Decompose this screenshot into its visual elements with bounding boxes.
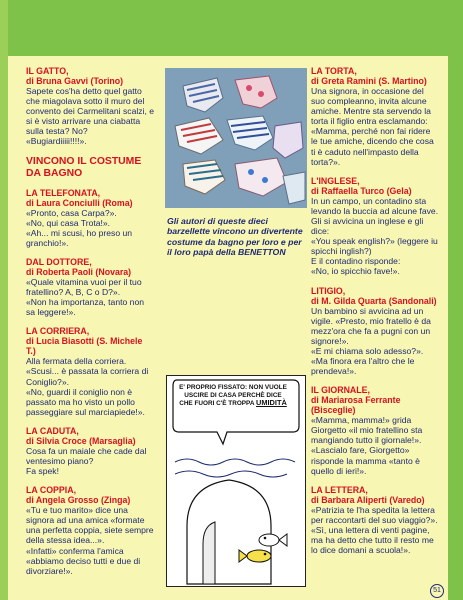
green-frame-top xyxy=(0,0,463,56)
joke-title: IL GIORNALE, xyxy=(311,385,370,396)
joke-body: «Pronto, casa Carpa?». «No, qui casa Trota!». «Ah... mi scusi, ho preso un granchio!». xyxy=(26,207,133,248)
green-frame-right xyxy=(448,0,463,600)
joke-author: di Laura Conciulli (Roma) xyxy=(26,197,133,208)
joke-title: LA TELEFONATA, xyxy=(26,187,101,198)
green-frame-left xyxy=(0,0,8,600)
joke-item xyxy=(311,286,439,377)
joke-item xyxy=(26,188,154,248)
joke-title: LA LETTERA, xyxy=(311,484,368,495)
joke-title: LA CADUTA, xyxy=(26,425,79,436)
joke-item xyxy=(26,485,154,576)
joke-body: Una signora, in occasione del suo compleanno, invita alcune amiche. Mentre sta servendo la torta il figlio entra esclamando: «Mamma, perché non fai ridere le tue amiche, dicendo che cosa ti è caduto nell'impasto della torta?». xyxy=(311,86,434,167)
joke-body: In un campo, un contadino sta levando la buccia ad alcune fave. Gli si avvicina un inglese e gli dice: «You speak english?» (leggere iu spicchi inglish?) E il contadino risponde: «No, io spicchio fave!». xyxy=(311,195,439,277)
page-number: 51 xyxy=(430,584,444,598)
joke-title: LA CORRIERA, xyxy=(26,326,90,337)
joke-title: LITIGIO, xyxy=(311,285,346,296)
joke-author: di Raffaella Turco (Gela) xyxy=(311,185,412,196)
cartoon-speech-bubble xyxy=(179,384,287,408)
left-column xyxy=(26,66,154,585)
joke-item xyxy=(26,66,154,147)
joke-body: Sapete cos'ha detto quel gatto che miagolava sotto il muro del convento dei Carmelitani scalzi, e si è visto arrivare una ciabatta sulla testa? No? «Bugiardiiiii!!!!». xyxy=(26,86,155,147)
joke-author: di Greta Ramini (S. Martino) xyxy=(311,76,427,86)
joke-author: di Barbara Aliperti (Varedo) xyxy=(311,494,425,505)
joke-item xyxy=(311,176,439,277)
joke-title: IL GATTO, xyxy=(26,66,69,76)
joke-body: «Patrizia te l'ha spedita la lettera per raccontarti del suo viaggio?». «Sì, una lettera di venti pagine, ma ha detto che tutto il resto me lo dice domani a scuola!». xyxy=(311,504,438,556)
joke-author: di Bruna Gavvi (Torino) xyxy=(26,76,124,86)
joke-title: DAL DOTTORE, xyxy=(26,256,92,267)
joke-author: di Lucia Biasotti (S. Michele T.) xyxy=(26,336,143,357)
joke-title: L'INGLESE, xyxy=(311,175,360,186)
joke-body: «Quale vitamina vuoi per il tuo fratellino? A, B, C o D?». «Non ha importanza, tanto non sa leggere!». xyxy=(26,276,145,318)
cartoon-panel xyxy=(166,375,306,587)
joke-title: LA COPPIA, xyxy=(26,485,77,496)
joke-body: Cosa fa un maiale che cade dal ventesimo piano? Fa spek! xyxy=(26,445,147,477)
joke-item xyxy=(26,426,154,476)
joke-item xyxy=(26,326,154,417)
joke-body: Un bambino si avvicina ad un vigile. «Presto, mio fratello è da mezz'ora che fa a pugni con un signore!». «E mi chiama solo adesso?». «Ma finora era l'altro che le prendeva!». xyxy=(311,305,431,377)
joke-body: «Tu e tuo marito» dice una signora ad una amica «formate una perfetta coppia, siete sempre della stessa idea...». «Infatti» conferma l'amica «abbiamo deciso tutti e due di divorziare!». xyxy=(26,505,154,576)
speech-emphasis: UMIDITÀ xyxy=(256,398,287,408)
joke-item xyxy=(311,485,439,555)
joke-author: di Mariarosa Ferrante (Bisceglie) xyxy=(311,395,401,416)
photo-caption: Gli autori di queste dieci barzellette vincono un divertente costume da bagno per loro e per il loro papà della BENETTON xyxy=(167,216,303,258)
joke-title: LA TORTA, xyxy=(311,66,357,76)
joke-author: di Angela Grosso (Zinga) xyxy=(26,495,131,506)
joke-item xyxy=(311,385,439,476)
swimsuit-illustration xyxy=(165,68,307,208)
right-column xyxy=(311,66,439,564)
joke-body: Alla fermata della corriera. «Scusi... è passata la corriera di Coniglio?». «No, guardi il coniglio non è passato ma ho visto un pollo passeggiare sul marciapiede!». xyxy=(26,356,149,417)
speech-text: E' PROPRIO FISSATO: NON VUOLE USCIRE DI CASA PERCHÈ DICE CHE FUORI C'È TROPPA xyxy=(179,384,287,408)
joke-author: di M. Gilda Quarta (Sandonali) xyxy=(311,295,437,306)
joke-body: «Mamma, mamma!» grida Giorgetto «il mio fratellino sta mangiando tutto il giornale!». «Lascialo fare, Giorgetto» risponde la mamma «tanto è quello di ieri!». xyxy=(311,415,423,476)
joke-item xyxy=(311,66,439,167)
section-heading: VINCONO IL COSTUME DA BAGNO xyxy=(26,155,142,179)
swimsuit-photo xyxy=(165,68,307,208)
joke-author: di Roberta Paoli (Novara) xyxy=(26,266,132,277)
joke-item xyxy=(26,257,154,317)
joke-author: di Silvia Croce (Marsaglia) xyxy=(26,435,136,446)
